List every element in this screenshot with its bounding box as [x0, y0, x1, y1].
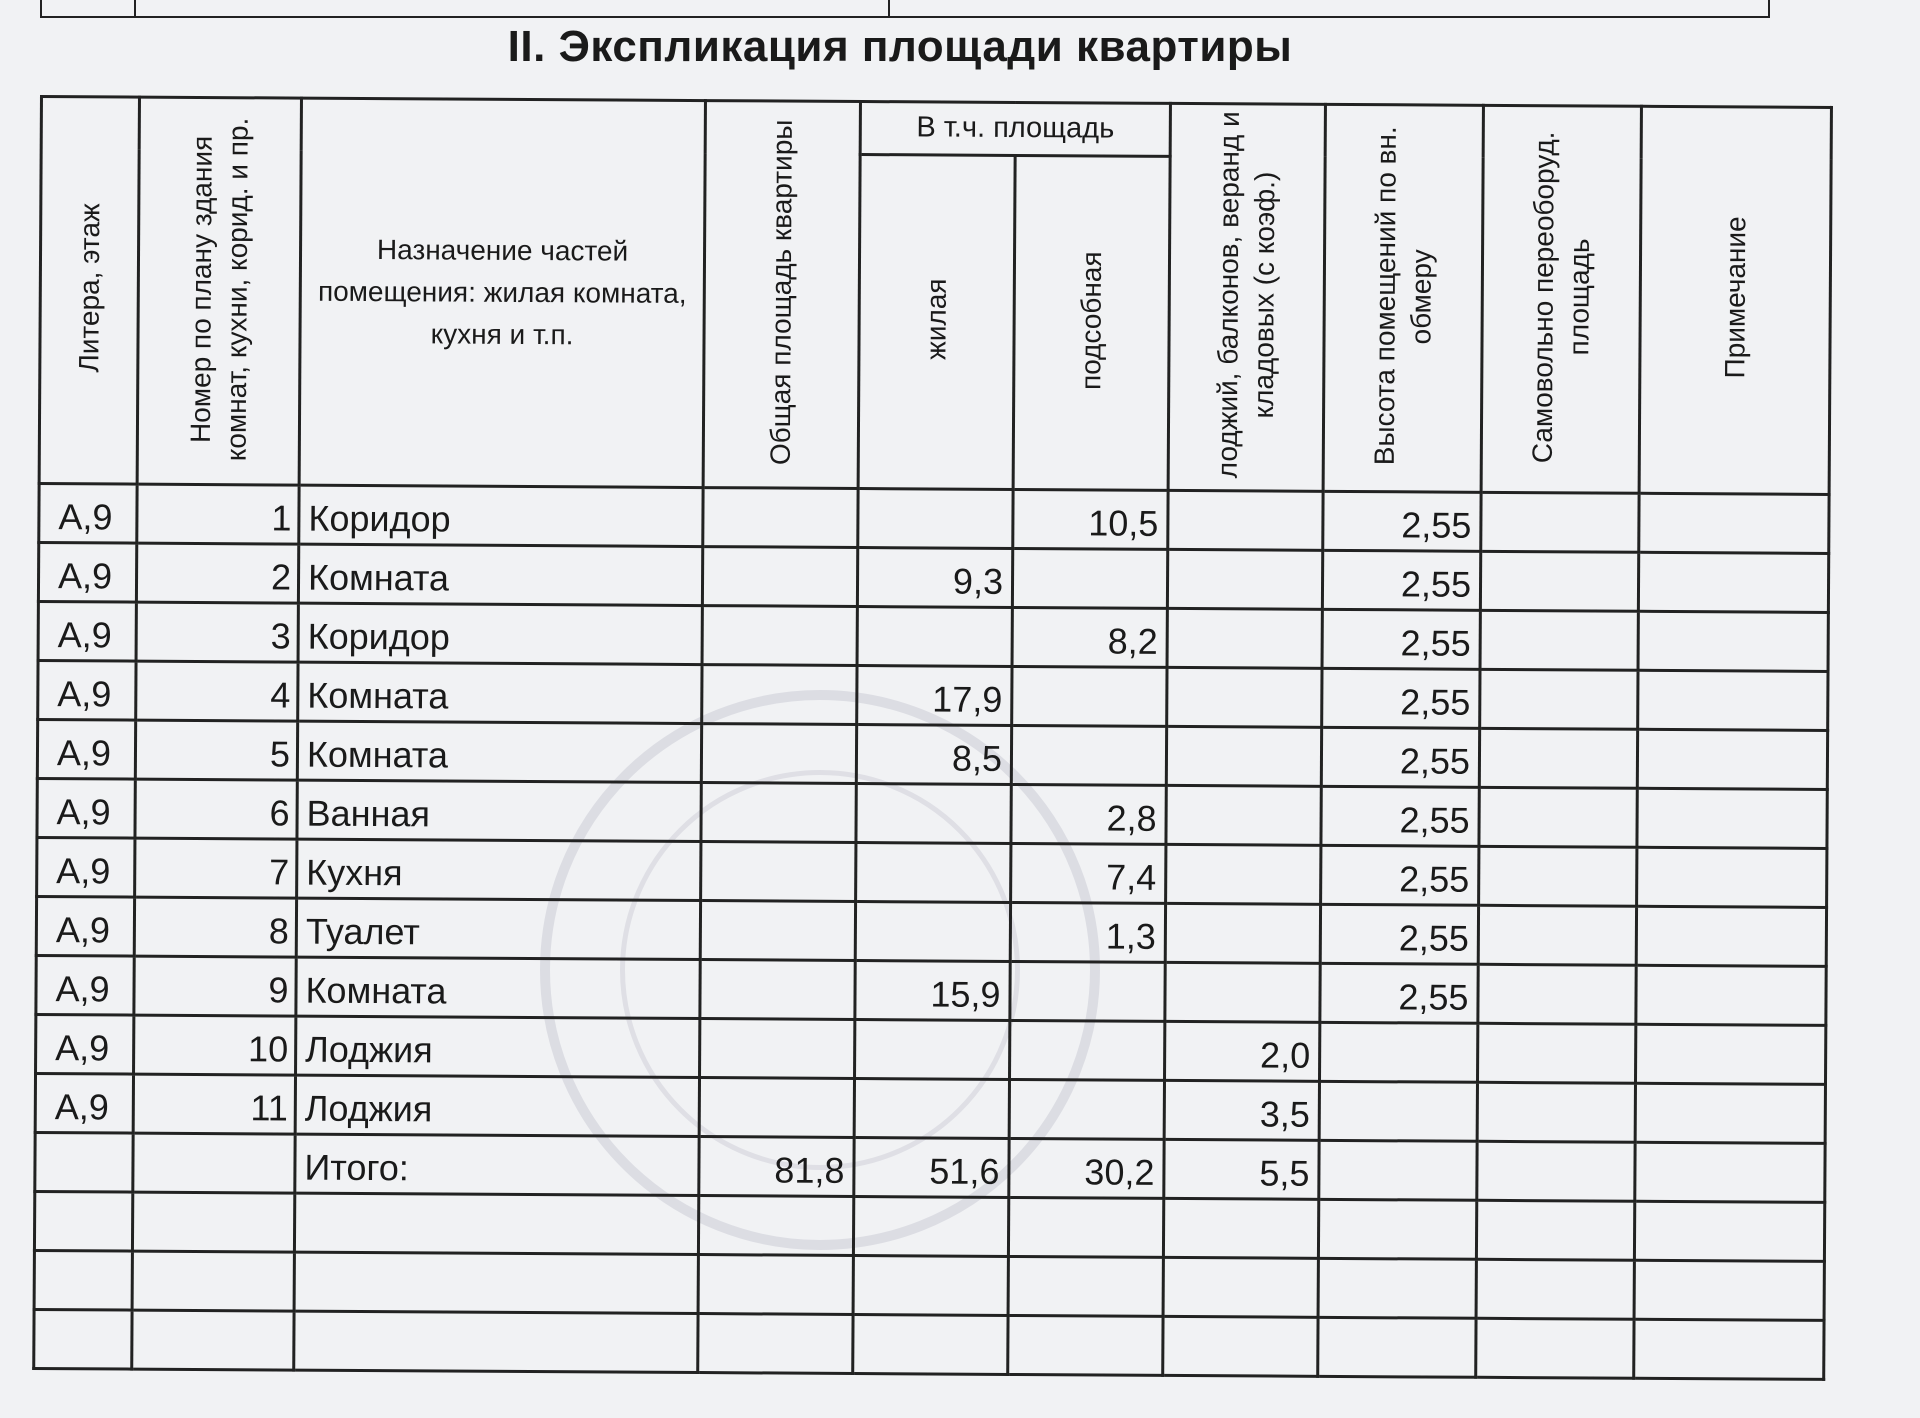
cell-podsobnaya: 2,8: [1011, 784, 1166, 844]
cell-name: Кухня: [297, 839, 701, 900]
cell-litera: А,9: [35, 1073, 133, 1133]
cell-samovolno: [1478, 905, 1636, 965]
cell-lodzhii: [1167, 608, 1322, 668]
page-title: II. Экспликация площади квартиры: [507, 22, 1293, 71]
cell-zhilaya: 17,9: [857, 666, 1012, 726]
cell-obshaya: [699, 1078, 854, 1138]
cell-name: Лоджия: [296, 1016, 700, 1077]
cell-vysota: [1319, 1081, 1477, 1141]
cell-name: [294, 1193, 698, 1254]
cell-primechanie: [1634, 1260, 1824, 1320]
cell-zhilaya: [856, 842, 1011, 902]
cell-zhilaya: 8,5: [856, 725, 1011, 785]
cell-lodzhii: 3,5: [1164, 1080, 1319, 1140]
cell-name: Комната: [298, 662, 702, 723]
cell-podsobnaya: [1009, 1079, 1164, 1139]
cell-vysota: 2,55: [1320, 963, 1478, 1023]
cell-samovolno: [1480, 669, 1638, 729]
cell-primechanie: [1634, 1319, 1824, 1379]
cell-lodzhii: [1166, 844, 1321, 904]
cell-name: Комната: [298, 544, 702, 605]
cell-name: Коридор: [298, 603, 702, 664]
cell-samovolno: [1479, 846, 1637, 906]
cell-nomer: 2: [136, 543, 298, 603]
table-row: [34, 1309, 1824, 1379]
table-row: [37, 778, 1827, 848]
cell-litera: А,9: [37, 719, 135, 779]
cell-litera: А,9: [37, 837, 135, 897]
previous-table-edge: [40, 0, 1770, 18]
cell-samovolno: [1477, 1082, 1635, 1142]
cell-litera: А,9: [38, 601, 136, 661]
cell-vysota: 2,55: [1322, 609, 1480, 669]
table-row: [39, 484, 1829, 554]
cell-podsobnaya: [1012, 666, 1167, 726]
cell-samovolno: [1477, 1141, 1635, 1201]
header-vtch: В т.ч. площадь: [860, 102, 1170, 157]
cell-nomer: 7: [135, 838, 297, 898]
cell-lodzhii: [1163, 1198, 1318, 1258]
cell-nomer: 6: [135, 779, 297, 839]
cell-primechanie: [1638, 611, 1828, 671]
cell-name: Ванная: [297, 780, 701, 841]
cell-nomer: 5: [135, 720, 297, 780]
cell-obshaya: [701, 783, 856, 843]
cell-name: [294, 1252, 698, 1313]
cell-lodzhii: [1167, 667, 1322, 727]
cell-vysota: [1320, 1022, 1478, 1082]
cell-zhilaya: 9,3: [857, 548, 1012, 608]
table-row: [38, 660, 1828, 730]
cell-name: Коридор: [299, 485, 703, 546]
cell-nomer: 8: [134, 897, 296, 957]
cell-vysota: [1319, 1140, 1477, 1200]
table-row: [36, 1014, 1826, 1084]
cell-samovolno: [1480, 551, 1638, 611]
cell-obshaya: [702, 606, 857, 666]
cell-lodzhii: [1163, 1316, 1318, 1376]
header-lodzhii: лоджий, балконов, веранд и кладовых (с коэф.): [1168, 103, 1325, 491]
cell-primechanie: [1635, 1142, 1825, 1202]
cell-vysota: [1318, 1258, 1476, 1318]
cell-nomer: 3: [136, 602, 298, 662]
table-row: [35, 1132, 1825, 1202]
cell-samovolno: [1479, 728, 1637, 788]
cell-primechanie: [1635, 1083, 1825, 1143]
cell-podsobnaya: [1008, 1315, 1163, 1375]
cell-podsobnaya: 1,3: [1010, 902, 1165, 962]
cell-primechanie: [1638, 670, 1828, 730]
header-podsobnaya: подсобная: [1013, 155, 1170, 490]
cell-name: Туалет: [296, 898, 700, 959]
cell-name: Комната: [297, 721, 701, 782]
cell-zhilaya: [857, 607, 1012, 667]
cell-lodzhii: [1166, 785, 1321, 845]
cell-podsobnaya: [1010, 1020, 1165, 1080]
cell-zhilaya: [856, 783, 1011, 843]
cell-samovolno: [1480, 610, 1638, 670]
cell-primechanie: [1637, 788, 1827, 848]
cell-vysota: [1318, 1199, 1476, 1259]
cell-podsobnaya: [1010, 961, 1165, 1021]
cell-obshaya: [698, 1255, 853, 1315]
cell-litera: А,9: [37, 778, 135, 838]
cell-samovolno: [1481, 492, 1639, 552]
cell-litera: А,9: [36, 896, 134, 956]
cell-litera: [34, 1191, 132, 1251]
cell-lodzhii: [1168, 490, 1323, 550]
cell-podsobnaya: [1011, 725, 1166, 785]
cell-primechanie: [1637, 729, 1827, 789]
cell-lodzhii: [1167, 549, 1322, 609]
cell-obshaya: [700, 1019, 855, 1079]
header-vysota: Высота помещений по вн. обмеру: [1323, 104, 1483, 492]
header-nomer: Номер по плану здания комнат, кухни, корид. и пр.: [137, 97, 301, 485]
cell-litera: А,9: [39, 484, 137, 544]
cell-primechanie: [1636, 965, 1826, 1025]
cell-obshaya: [701, 842, 856, 902]
cell-litera: [34, 1250, 132, 1310]
cell-name: Итого:: [295, 1134, 699, 1195]
cell-obshaya: 81,8: [699, 1137, 854, 1197]
cell-litera: [35, 1132, 133, 1192]
cell-nomer: [132, 1310, 294, 1370]
table-row: [37, 837, 1827, 907]
cell-podsobnaya: 10,5: [1013, 489, 1168, 549]
cell-zhilaya: [853, 1196, 1008, 1256]
cell-zhilaya: [853, 1314, 1008, 1374]
header-samovolno: Самовольно переоборуд. площадь: [1481, 105, 1641, 493]
table-row: [36, 896, 1826, 966]
cell-name: [294, 1311, 698, 1372]
cell-samovolno: [1479, 787, 1637, 847]
cell-vysota: 2,55: [1323, 491, 1481, 551]
cell-litera: [34, 1309, 132, 1369]
table-row: [37, 719, 1827, 789]
table-row: [34, 1250, 1824, 1320]
cell-primechanie: [1638, 552, 1828, 612]
cell-samovolno: [1478, 964, 1636, 1024]
header-primechanie: Примечание: [1639, 106, 1831, 494]
cell-samovolno: [1476, 1318, 1634, 1378]
cell-nomer: [133, 1133, 295, 1193]
cell-podsobnaya: [1008, 1256, 1163, 1316]
cell-zhilaya: 51,6: [854, 1137, 1009, 1197]
cell-vysota: 2,55: [1321, 786, 1479, 846]
cell-nomer: [132, 1251, 294, 1311]
cell-zhilaya: [855, 1019, 1010, 1079]
cell-primechanie: [1636, 1024, 1826, 1084]
cell-vysota: 2,55: [1321, 845, 1479, 905]
cell-litera: А,9: [38, 543, 136, 603]
header-zhilaya: жилая: [858, 154, 1015, 489]
table-row: [34, 1191, 1824, 1261]
cell-nomer: 10: [134, 1015, 296, 1075]
cell-zhilaya: [854, 1078, 1009, 1138]
header-litera: Литера, этаж: [39, 97, 139, 485]
header-obshaya: Общая площадь квартиры: [703, 101, 860, 489]
cell-nomer: 1: [137, 484, 299, 544]
cell-nomer: 4: [136, 661, 298, 721]
cell-vysota: 2,55: [1321, 727, 1479, 787]
header-naznachenie: Назначение частей помещения: жилая комната, кухня и т.п.: [299, 98, 705, 487]
cell-litera: А,9: [36, 955, 134, 1015]
cell-vysota: 2,55: [1320, 904, 1478, 964]
cell-obshaya: [698, 1314, 853, 1374]
cell-lodzhii: [1166, 726, 1321, 786]
cell-primechanie: [1636, 906, 1826, 966]
cell-vysota: 2,55: [1322, 550, 1480, 610]
cell-vysota: 2,55: [1322, 668, 1480, 728]
cell-podsobnaya: [1008, 1197, 1163, 1257]
cell-obshaya: [702, 547, 857, 607]
cell-primechanie: [1634, 1201, 1824, 1261]
cell-samovolno: [1476, 1259, 1634, 1319]
cell-lodzhii: [1163, 1257, 1318, 1317]
cell-vysota: [1318, 1317, 1476, 1377]
cell-obshaya: [702, 665, 857, 725]
cell-lodzhii: [1165, 962, 1320, 1022]
table-row: [35, 1073, 1825, 1143]
table-row: [38, 601, 1828, 671]
cell-zhilaya: [855, 901, 1010, 961]
cell-podsobnaya: [1012, 548, 1167, 608]
cell-primechanie: [1639, 493, 1829, 553]
cell-primechanie: [1637, 847, 1827, 907]
explication-table: [32, 95, 1833, 1381]
cell-samovolno: [1478, 1023, 1636, 1083]
cell-name: Комната: [296, 957, 700, 1018]
cell-samovolno: [1476, 1200, 1634, 1260]
cell-litera: А,9: [38, 660, 136, 720]
cell-nomer: 9: [134, 956, 296, 1016]
cell-obshaya: [701, 724, 856, 784]
table-row: [38, 543, 1828, 613]
cell-nomer: [132, 1192, 294, 1252]
cell-obshaya: [703, 488, 858, 548]
cell-podsobnaya: 7,4: [1011, 843, 1166, 903]
table-row: [36, 955, 1826, 1025]
cell-obshaya: [700, 901, 855, 961]
cell-lodzhii: [1165, 903, 1320, 963]
cell-zhilaya: 15,9: [855, 960, 1010, 1020]
cell-obshaya: [698, 1196, 853, 1256]
cell-nomer: 11: [133, 1074, 295, 1134]
cell-name: Лоджия: [295, 1075, 699, 1136]
cell-podsobnaya: 8,2: [1012, 607, 1167, 667]
cell-lodzhii: 2,0: [1165, 1021, 1320, 1081]
cell-podsobnaya: 30,2: [1009, 1138, 1164, 1198]
cell-zhilaya: [853, 1255, 1008, 1315]
cell-obshaya: [700, 960, 855, 1020]
cell-lodzhii: 5,5: [1164, 1139, 1319, 1199]
cell-litera: А,9: [36, 1014, 134, 1074]
cell-zhilaya: [858, 489, 1013, 549]
